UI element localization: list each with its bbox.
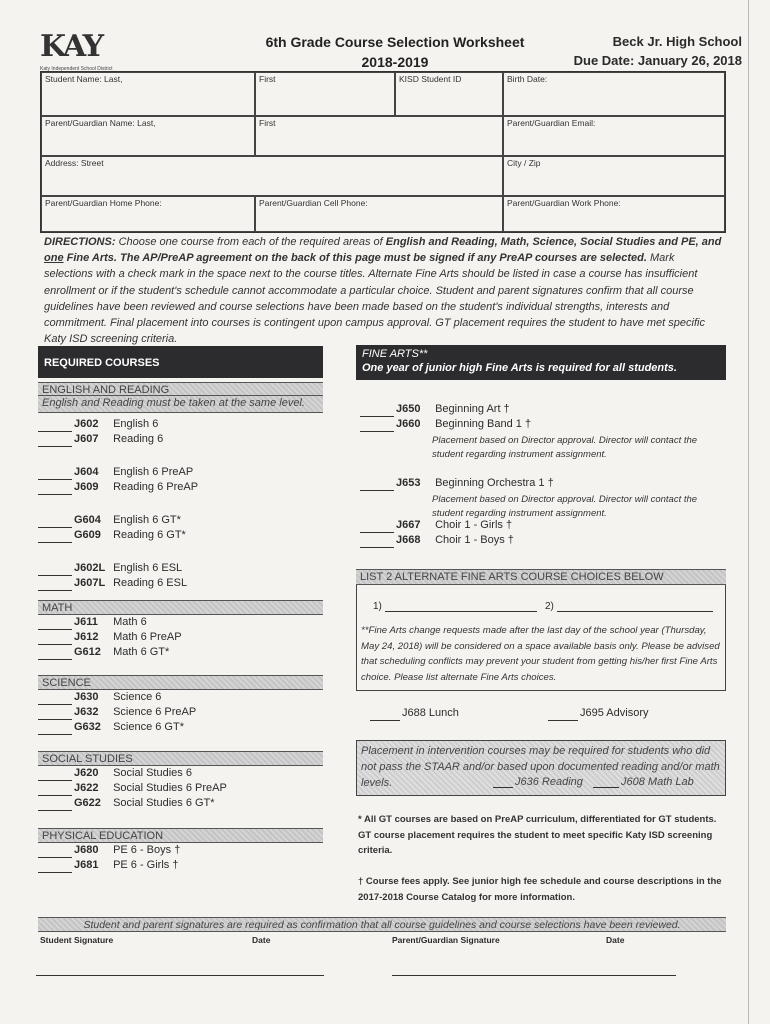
social-studies-course-list <box>38 766 323 811</box>
page-title: 6th Grade Course Selection Worksheet <box>265 34 525 50</box>
course-row[interactable] <box>38 766 323 781</box>
course-name: Beginning Orchestra 1 † <box>435 477 554 489</box>
course-name: Science 6 GT* <box>113 721 184 733</box>
course-row[interactable] <box>38 432 323 447</box>
course-name: Social Studies 6 GT* <box>113 797 215 809</box>
school-year: 2018-2019 <box>361 54 429 70</box>
school-name: Beck Jr. High School <box>612 34 742 49</box>
home-phone-field[interactable] <box>41 196 255 232</box>
course-row[interactable] <box>38 690 323 705</box>
science-course-list <box>38 690 323 735</box>
check-blank[interactable] <box>38 421 72 432</box>
course-code: J611 <box>74 616 98 628</box>
course-code: G612 <box>74 646 101 658</box>
fine-arts-subtitle: One year of junior high Fine Arts is required for all students. <box>362 362 677 374</box>
course-code: J612 <box>74 631 99 643</box>
orchestra-placement-note: Placement based on Director approval. Director will contact the student regarding instrument assignment. <box>432 494 698 519</box>
guardian-last-name-label: Parent/Guardian Name: Last, <box>45 118 156 128</box>
math-lab-label: J608 Math Lab <box>621 776 694 788</box>
check-blank[interactable] <box>38 565 72 576</box>
cell-phone-label: Parent/Guardian Cell Phone: <box>259 198 368 208</box>
check-blank[interactable] <box>38 862 72 873</box>
guardian-last-name-field[interactable] <box>41 116 255 156</box>
parent-date-label: Date <box>606 935 625 945</box>
fine-arts-list <box>360 402 726 548</box>
city-zip-label: City / Zip <box>507 158 541 168</box>
district-logo-subtitle: Katy Independent School District <box>40 66 113 72</box>
guardian-email-field[interactable] <box>503 116 725 156</box>
check-blank[interactable] <box>38 724 72 735</box>
course-row[interactable] <box>38 528 323 543</box>
check-blank[interactable] <box>38 619 72 630</box>
english-course-list <box>38 417 323 591</box>
lunch-label: J688 Lunch <box>402 707 459 719</box>
course-code: G632 <box>74 721 101 733</box>
course-name: PE 6 - Girls † <box>113 859 179 871</box>
parent-signature-label: Parent/Guardian Signature <box>392 935 500 945</box>
math-lab-row[interactable] <box>593 776 694 788</box>
check-blank[interactable] <box>38 847 72 858</box>
directions-p3: Mark selections with a check mark in the space next to the course titles. Alternate Fine Arts should be listed in case a course has insufficient enrollment or if the student's schedule cannot accommodate a particular choice. Student and parent signatures confirm that all course guidelines have been reviewed and course selections have been made based on the student's individual strengths, interests and commitment. Final placement into courses is contingent upon campus approval. GT placement requires the student to have met specific Katy ISD screening criteria. <box>44 252 705 346</box>
course-name: Choir 1 - Girls † <box>435 519 513 531</box>
work-phone-label: Parent/Guardian Work Phone: <box>507 198 621 208</box>
social-studies-section-title: SOCIAL STUDIES <box>38 751 323 766</box>
intervention-box <box>356 740 726 796</box>
course-row[interactable] <box>38 720 323 735</box>
course-code: J630 <box>74 691 99 703</box>
course-row[interactable] <box>360 476 726 491</box>
alt-choice-1-label: 1) <box>373 601 382 612</box>
science-section-title: SCIENCE <box>38 675 323 690</box>
guardian-first-name-label: First <box>259 118 276 128</box>
pe-course-list <box>38 843 323 873</box>
advisory-label: J695 Advisory <box>580 707 649 719</box>
check-blank[interactable] <box>38 785 72 796</box>
check-blank[interactable] <box>360 522 394 533</box>
cell-phone-field[interactable] <box>255 196 503 232</box>
course-code: J602L <box>74 562 106 574</box>
guardian-email-label: Parent/Guardian Email: <box>507 118 596 128</box>
course-code: J620 <box>74 767 99 779</box>
alt-choice-2-label: 2) <box>545 601 554 612</box>
check-blank[interactable] <box>360 406 394 417</box>
course-row[interactable] <box>38 561 323 576</box>
course-code: J660 <box>396 418 421 430</box>
check-blank[interactable] <box>38 469 72 480</box>
course-code: J681 <box>74 859 99 871</box>
check-blank[interactable] <box>360 421 394 432</box>
check-blank[interactable] <box>38 709 72 720</box>
alternate-choices-box <box>356 585 726 691</box>
course-row[interactable] <box>360 417 726 432</box>
signature-banner: Student and parent signatures are required as confirmation that all course guidelines and course selections have been reviewed. <box>38 917 726 932</box>
fee-note: † Course fees apply. See junior high fee schedule and course descriptions in the 2017-2018 Course Catalog for more information. <box>358 876 722 903</box>
course-code: J653 <box>396 477 421 489</box>
course-code: J609 <box>74 481 99 493</box>
course-name: Reading 6 ESL <box>113 577 188 589</box>
check-blank[interactable] <box>38 800 72 811</box>
check-blank[interactable] <box>38 634 72 645</box>
alt-choice-2-blank[interactable] <box>557 611 713 612</box>
fine-arts-change-note: **Fine Arts change requests made after the last day of the school year (Thursday, May 24, 2018) will be considered on a space available basis only. Please be advised that scheduling conflicts may prevent your student from getting his/her first Fine Arts choice. Please list alternate Fine Arts choices. <box>361 625 720 683</box>
course-row[interactable] <box>38 576 323 591</box>
course-name: Reading 6 <box>113 433 164 445</box>
course-row[interactable] <box>38 705 323 720</box>
course-code: J607 <box>74 433 99 445</box>
required-courses-header: REQUIRED COURSES <box>38 346 323 378</box>
course-row[interactable] <box>38 630 323 645</box>
directions-text <box>44 234 726 347</box>
check-blank[interactable] <box>370 710 400 721</box>
pe-section-title: PHYSICAL EDUCATION <box>38 828 323 843</box>
city-zip-field[interactable] <box>503 156 725 196</box>
course-name: Beginning Band 1 † <box>435 418 532 430</box>
guardian-first-name-field[interactable] <box>255 116 503 156</box>
home-phone-label: Parent/Guardian Home Phone: <box>45 198 162 208</box>
check-blank[interactable] <box>38 649 72 660</box>
course-code: J680 <box>74 844 99 856</box>
check-blank[interactable] <box>38 517 72 528</box>
course-name: Beginning Art † <box>435 403 510 415</box>
student-date-label: Date <box>252 935 271 945</box>
check-blank[interactable] <box>38 694 72 705</box>
student-last-name-field[interactable] <box>41 72 255 116</box>
course-name: English 6 PreAP <box>113 466 194 478</box>
course-code: J607L <box>74 577 106 589</box>
course-code: J622 <box>74 782 99 794</box>
course-row[interactable] <box>38 465 323 480</box>
check-blank[interactable] <box>360 480 394 491</box>
due-date: Due Date: January 26, 2018 <box>573 53 742 68</box>
check-blank[interactable] <box>38 436 72 447</box>
intervention-note: Placement in intervention courses may be required for students who did not pass the STAAR and/or based upon documented reading and/or math levels. <box>361 745 720 789</box>
course-row[interactable] <box>38 417 323 432</box>
course-name: Science 6 PreAP <box>113 706 197 718</box>
reading-intervention-row[interactable] <box>493 776 583 788</box>
check-blank[interactable] <box>38 580 72 591</box>
course-name: Math 6 PreAP <box>113 631 182 643</box>
course-row[interactable] <box>38 843 323 858</box>
district-logo: KAY <box>40 29 103 64</box>
lunch-row[interactable] <box>370 706 459 721</box>
student-first-name-label: First <box>259 74 276 84</box>
course-row[interactable] <box>38 480 323 495</box>
course-name: Social Studies 6 <box>113 767 192 779</box>
course-name: Social Studies 6 PreAP <box>113 782 227 794</box>
work-phone-field[interactable] <box>503 196 725 232</box>
math-course-list <box>38 615 323 660</box>
alt-choice-1-blank[interactable] <box>385 611 537 612</box>
course-code: J667 <box>396 519 421 531</box>
birth-date-label: Birth Date: <box>507 74 548 84</box>
address-field[interactable] <box>41 156 503 196</box>
reading-intervention-label: J636 Reading <box>515 776 583 788</box>
course-row[interactable] <box>38 781 323 796</box>
course-row[interactable] <box>38 513 323 528</box>
course-row[interactable] <box>38 796 323 811</box>
course-code: J650 <box>396 403 421 415</box>
course-name: English 6 <box>113 418 159 430</box>
page-edge <box>748 0 749 1024</box>
fine-arts-header <box>356 345 726 380</box>
course-name: Math 6 <box>113 616 147 628</box>
band-placement-note: Placement based on Director approval. Director will contact the student regarding instrument assignment. <box>432 435 698 460</box>
student-signature-label: Student Signature <box>40 935 114 945</box>
student-last-name-label: Student Name: Last, <box>45 74 123 84</box>
alternate-fine-arts-title: LIST 2 ALTERNATE FINE ARTS COURSE CHOICES BELOW <box>356 569 726 585</box>
english-section-title: ENGLISH AND READING <box>38 382 323 396</box>
course-row[interactable] <box>38 615 323 630</box>
student-first-name-field[interactable] <box>255 72 395 116</box>
english-section-note: English and Reading must be taken at the same level. <box>38 396 323 413</box>
student-info-grid <box>40 71 726 233</box>
check-blank[interactable] <box>38 484 72 495</box>
course-code: G622 <box>74 797 101 809</box>
course-code: J668 <box>396 534 421 546</box>
course-name: Reading 6 GT* <box>113 529 186 541</box>
course-code: J604 <box>74 466 99 478</box>
birth-date-field[interactable] <box>503 72 725 116</box>
course-row[interactable] <box>38 645 323 660</box>
course-code: G609 <box>74 529 101 541</box>
directions-one: one <box>44 252 64 265</box>
course-name: Math 6 GT* <box>113 646 170 658</box>
course-row[interactable] <box>360 533 726 548</box>
directions-p1: Choose one course from each of the required areas of <box>118 236 383 248</box>
directions-p1b: English and Reading, Math, Science, Social Studies and PE, and <box>385 236 722 248</box>
address-label: Address: Street <box>45 158 104 168</box>
check-blank[interactable] <box>493 777 513 788</box>
course-name: Science 6 <box>113 691 162 703</box>
course-row[interactable] <box>38 858 323 873</box>
student-signature-line[interactable] <box>36 975 324 976</box>
directions-lead: DIRECTIONS: <box>44 236 116 248</box>
gt-note: * All GT courses are based on PreAP curriculum, differentiated for GT students. GT course placement requires the student to meet specific Katy ISD screening criteria. <box>358 814 717 856</box>
course-code: J602 <box>74 418 99 430</box>
fine-arts-title: FINE ARTS** <box>362 348 428 360</box>
check-blank[interactable] <box>38 532 72 543</box>
check-blank[interactable] <box>360 537 394 548</box>
course-row[interactable] <box>360 402 726 417</box>
check-blank[interactable] <box>38 770 72 781</box>
course-name: English 6 ESL <box>113 562 183 574</box>
course-name: Reading 6 PreAP <box>113 481 199 493</box>
kisd-student-id-label: KISD Student ID <box>399 74 462 84</box>
course-name: PE 6 - Boys † <box>113 844 181 856</box>
course-name: English 6 GT* <box>113 514 181 526</box>
course-code: G604 <box>74 514 101 526</box>
course-name: Choir 1 - Boys † <box>435 534 514 546</box>
math-section-title: MATH <box>38 600 323 615</box>
advisory-row[interactable] <box>548 706 648 721</box>
check-blank[interactable] <box>548 710 578 721</box>
course-code: J632 <box>74 706 99 718</box>
directions-p2: Fine Arts. The AP/PreAP agreement on the back of this page must be signed if any PreAP courses are selected. <box>66 252 647 265</box>
kisd-student-id-field[interactable] <box>395 72 503 116</box>
check-blank[interactable] <box>593 777 619 788</box>
parent-signature-line[interactable] <box>392 975 676 976</box>
